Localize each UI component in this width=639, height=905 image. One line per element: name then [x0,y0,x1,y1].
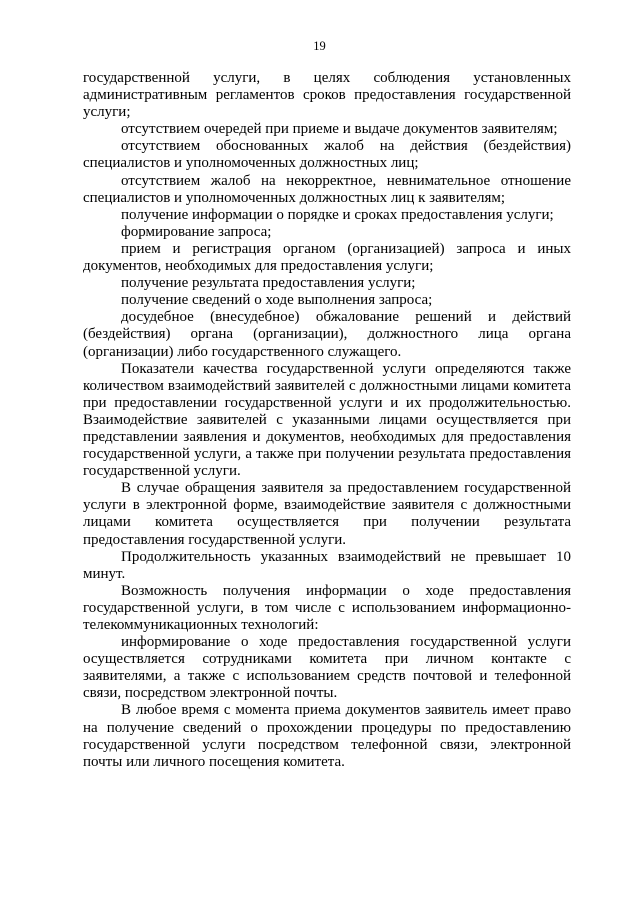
paragraph: получение информации о порядке и сроках предоставления услуги; [121,206,554,223]
paragraph: досудебное (внесудебное) обжалование решений и действий (бездействия) органа (организации), должностного лица органа (организации) либо государственного служащего. [83,309,571,360]
paragraph: прием и регистрация органом (организацией) запроса и иных документов, необходимых для предоставления услуги; [83,240,571,275]
paragraph: информирование о ходе предоставления государственной услуги осуществляется сотрудниками комитета при личном контакте с заявителями, а также с использованием средств почтовой и телефонной связи, посредством электронной почты. [83,634,571,702]
paragraph: Возможность получения информации о ходе предоставления государственной услуги, в том числе с использованием информационно-телекоммуникационных технологий: [83,582,571,633]
page-number: 19 [313,39,326,53]
paragraph: В любое время с момента приема документов заявитель имеет право на получение сведений о прохождении процедуры по предоставлению государственной услуги посредством телефонной связи, электронной почты или личного посещения комитета. [83,702,571,770]
document-body [83,70,571,771]
paragraph: Продолжительность указанных взаимодействий не превышает 10 минут. [83,548,571,582]
paragraph: получение сведений о ходе выполнения запроса; [121,292,433,309]
paragraph: отсутствием жалоб на некорректное, невнимательное отношение специалистов и уполномоченных должностных лиц к заявителям; [83,172,571,206]
paragraph: получение результата предоставления услуги; [121,275,416,292]
paragraph: отсутствием обоснованных жалоб на действия (бездействия) специалистов и уполномоченных должностных лиц; [83,138,571,172]
paragraph: формирование запроса; [121,223,272,240]
paragraph: отсутствием очередей при приеме и выдаче документов заявителям; [121,121,558,138]
paragraph: государственной услуги, в целях соблюдения установленных административным регламентов сроков предоставления государственной услуги; [83,70,571,121]
paragraph: В случае обращения заявителя за предоставлением государственной услуги в электронной форме, взаимодействие заявителя с должностными лицами комитета осуществляется при получении результата предоставления государственной услуги. [83,480,571,548]
paragraph: Показатели качества государственной услуги определяются также количеством взаимодействий заявителей с должностными лицами комитета при предоставлении государственной услуги и их продолжительностью. Взаимодействие заявителей с указанными лицами осуществляется при представлении заявления и документов, необходимых для предоставления государственной услуги, а также при получении результата предоставления государственной услуги. [83,360,571,480]
